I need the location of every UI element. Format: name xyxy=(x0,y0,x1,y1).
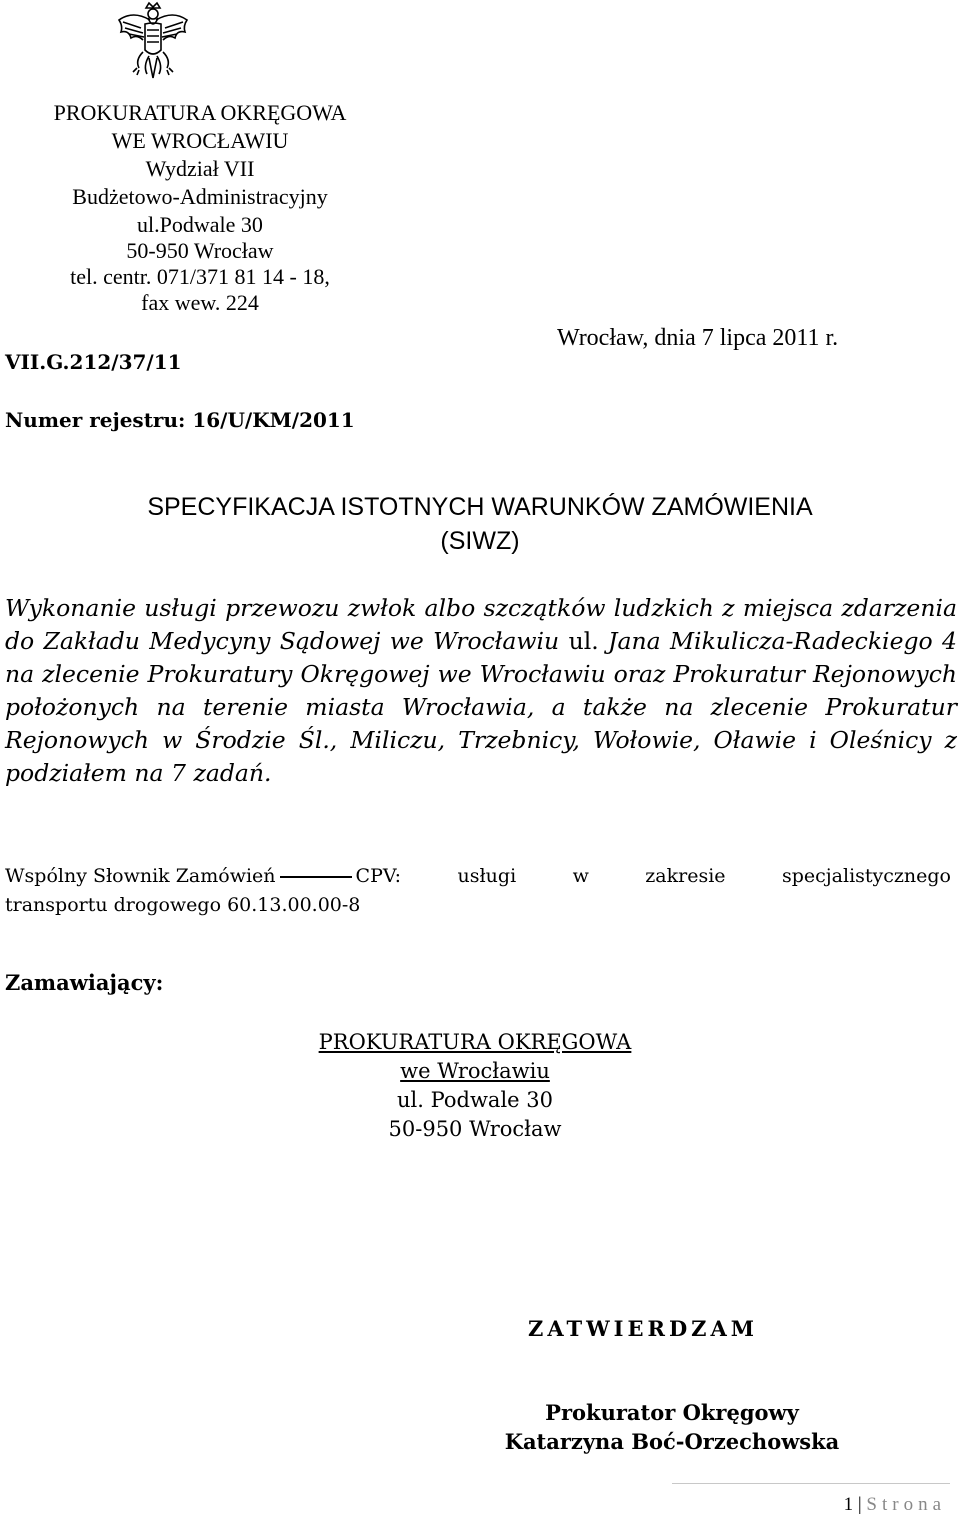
orderer-label: Zamawiający: xyxy=(5,970,164,995)
cpv-word: usługi xyxy=(457,865,517,887)
office-street: ul.Podwale 30 xyxy=(137,212,263,237)
page-number: 1 xyxy=(843,1494,854,1515)
office-division-type: Budżetowo-Administracyjny xyxy=(72,184,328,209)
footer-divider xyxy=(672,1483,950,1484)
polish-eagle-emblem-icon xyxy=(113,0,193,80)
order-subject xyxy=(5,592,957,790)
subject-part1: Wykonanie usługi przewozu zwłok albo szczątków ludzkich z miejsca zdarzenia do Zakładu Medycyny Sądowej we Wrocławiu xyxy=(5,594,957,655)
document-title: SPECYFIKACJA ISTOTNYCH WARUNKÓW ZAMÓWIENIA xyxy=(147,493,813,521)
orderer-postcode: 50-950 Wrocław xyxy=(388,1117,562,1141)
subject-part3: Jana Mikulicza-Radeckiego 4 na zlecenie Prokuratury Okręgowej we Wrocławiu oraz Prokuratur Rejonowych położonych na terenie miasta Wrocławia, a także na zlecenie Prokuratur Rejonowych w Środzie Śl., Miliczu, Trzebnicy, Wołowie, Oławie i Oleśnicy z podziałem na 7 zadań. xyxy=(5,627,957,787)
office-fax: fax wew. 224 xyxy=(141,290,259,315)
cpv-word: zakresie xyxy=(645,865,726,887)
office-postcode: 50-950 Wrocław xyxy=(126,238,274,263)
subject-street-prefix: ul. xyxy=(568,627,599,655)
orderer-address xyxy=(195,1028,755,1144)
document-title-abbrev: (SIWZ) xyxy=(440,527,520,555)
office-city: WE WROCŁAWIU xyxy=(111,128,289,153)
cpv-dash xyxy=(280,876,352,878)
orderer-name: PROKURATURA OKRĘGOWA xyxy=(318,1030,632,1054)
cpv-code: transportu drogowego 60.13.00.00-8 xyxy=(5,894,361,916)
page-word: Strona xyxy=(866,1494,946,1515)
approval-heading: ZATWIERDZAM xyxy=(528,1316,759,1341)
cpv-word: specjalistycznego xyxy=(781,865,951,887)
cpv-code-label: CPV: xyxy=(355,865,402,887)
page-footer xyxy=(844,1494,946,1516)
office-name: PROKURATURA OKRĘGOWA xyxy=(53,100,347,125)
cpv-section xyxy=(5,862,951,920)
office-phone: tel. centr. 071/371 81 14 - 18, xyxy=(70,264,330,289)
page-separator: | xyxy=(857,1494,862,1515)
registry-number: Numer rejestru: 16/U/KM/2011 xyxy=(5,408,355,432)
cpv-label: Wspólny Słownik Zamówień xyxy=(5,865,276,887)
document-date: Wrocław, dnia 7 lipca 2011 r. xyxy=(557,325,839,351)
signatory-block xyxy=(480,1398,864,1456)
signatory-name: Katarzyna Boć-Orzechowska xyxy=(504,1429,840,1454)
cpv-word: w xyxy=(572,865,589,887)
office-division: Wydział VII xyxy=(145,156,255,181)
case-reference: VII.G.212/37/11 xyxy=(5,350,182,374)
signatory-title: Prokurator Okręgowy xyxy=(545,1400,799,1425)
orderer-street: ul. Podwale 30 xyxy=(397,1088,553,1112)
orderer-city: we Wrocławiu xyxy=(400,1059,550,1083)
